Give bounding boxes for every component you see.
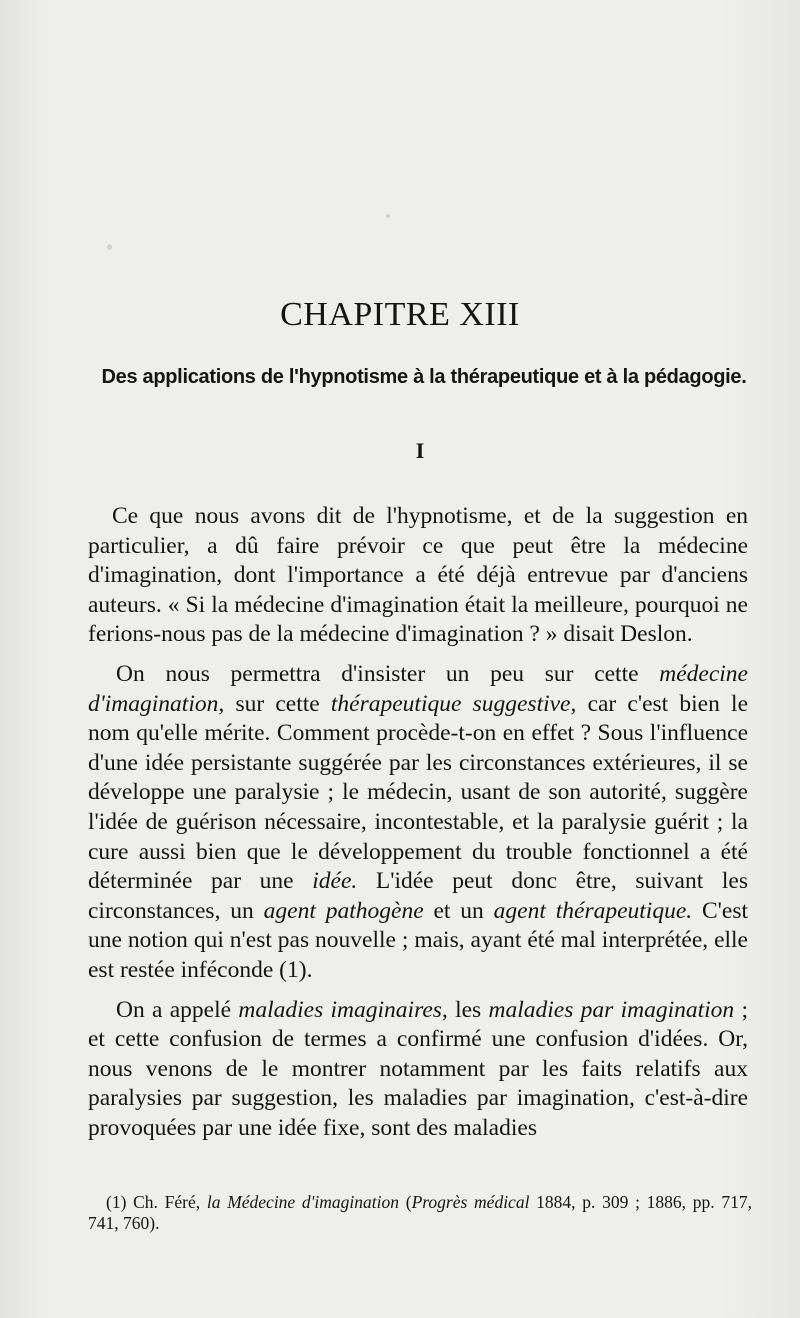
text-run: On a appelé	[116, 996, 239, 1023]
section-number: I	[415, 438, 425, 463]
italic-text-run: thérapeutique suggestive,	[330, 690, 577, 717]
italic-text-run: la Médecine d'imagination	[206, 1192, 400, 1212]
text-run: ; et cette confusion de termes a confirmé une confusion d'idées. Or, nous venons de le montrer notamment par les faits relatifs aux paralysies par suggestion, les maladies par imagination, c'est-à-dire provoquées par une idée fixe, sont des maladies	[88, 996, 749, 1141]
chapter-title: CHAPITRE XIII	[280, 296, 520, 333]
paragraph	[88, 502, 748, 650]
paragraph	[88, 996, 748, 1144]
italic-text-run: Progrès médical	[411, 1192, 530, 1212]
paragraph	[88, 660, 748, 986]
text-run: car c'est bien le nom qu'elle mérite. Comment procède-t-on en effet ? Sous l'influence d'une idée persistante suggérée par les circonstances extérieures, il se développe une paralysie ; le médecin, usant de son autorité, suggère l'idée de guérison nécessaire, incontestable, et la paralysie guérit ; la cure aussi bien que le développement du trouble fonctionnel a été déterminée par une	[88, 690, 748, 895]
italic-text-run: maladies imaginaires,	[238, 996, 448, 1023]
text-run: les	[447, 996, 489, 1023]
text-run: (	[399, 1192, 412, 1212]
italic-text-run: idée.	[312, 868, 358, 895]
body-text	[88, 502, 748, 1153]
italic-text-run: médecine d'imagination,	[88, 660, 748, 717]
text-run: 1884, p. 309 ; 1886, pp. 717, 741, 760).	[88, 1192, 753, 1233]
italic-text-run: agent pathogène	[263, 897, 424, 924]
footnote-text	[88, 1192, 752, 1233]
text-run: L'idée peut donc être, suivant les circonstances, un	[88, 868, 748, 924]
italic-text-run: agent thérapeutique.	[493, 897, 693, 924]
text-run: On nous permettra d'insister un peu sur cette	[116, 660, 660, 687]
text-run: (1) Ch. Féré,	[106, 1192, 207, 1212]
chapter-subtitle: Des applications de l'hypnotisme à la thérapeutique et à la pédagogie.	[101, 366, 747, 388]
italic-text-run: maladies par imagination	[488, 996, 735, 1023]
footnote	[88, 1192, 752, 1234]
text-run: et un	[423, 897, 494, 924]
paper-spot	[107, 244, 112, 250]
text-run: Ce que nous avons dit de l'hypnotisme, et de la suggestion en particulier, a dû faire prévoir ce que peut être la médecine d'imagination, dont l'importance a été déjà entrevue par d'anciens auteurs. « Si la médecine d'imagination était la meilleure, pourquoi ne ferions-nous pas de la médecine d'imagination ? » disait Deslon.	[88, 503, 748, 648]
text-run: C'est une notion qui n'est pas nouvelle ; mais, ayant été mal interprétée, elle est restée inféconde (1).	[88, 897, 749, 983]
paper-spot	[386, 214, 390, 218]
text-run: sur cette	[224, 690, 331, 717]
